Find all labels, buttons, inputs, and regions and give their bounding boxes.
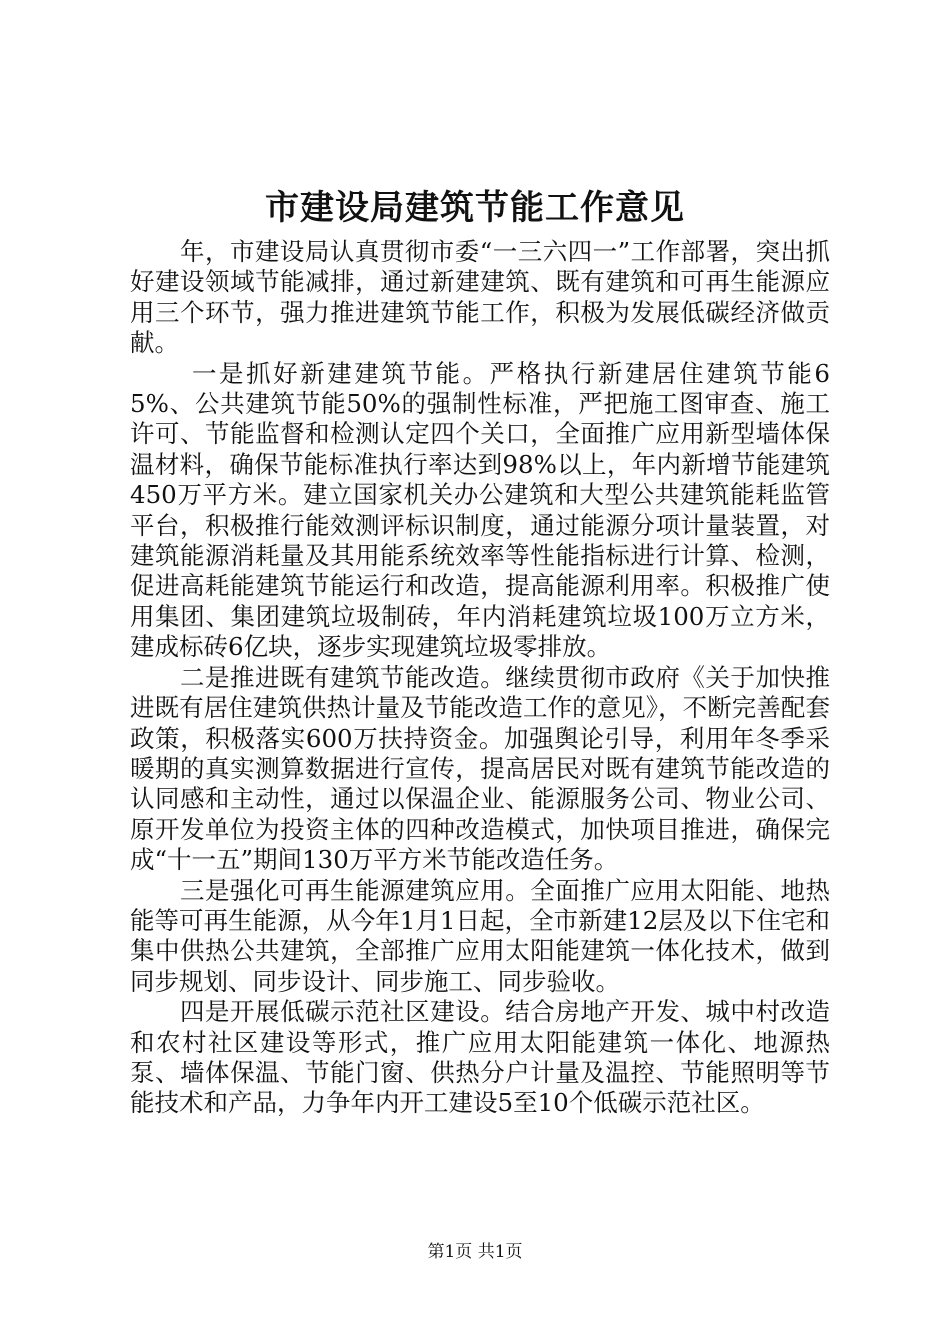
paragraph-new-buildings: 一是抓好新建建筑节能。严格执行新建居住建筑节能65%、公共建筑节能50%的强制性标准，严把施工图审查、施工许可、节能监督和检测认定四个关口，全面推广应用新型墙体保温材料，确保节能标准执行率达到98%以上，年内新增节能建筑450万平方米。建立国家机关办公建筑和大型公共建筑能耗监管平台，积极推行能效测评标识制度，通过能源分项计量装置，对建筑能源消耗量及其用能系统效率等性能指标进行计算、检测，促进高耗能建筑节能运行和改造，提高能源利用率。积极推广使用集团、集团建筑垃圾制砖，年内消耗建筑垃圾100万立方米，建成标砖6亿块，逐步实现建筑垃圾零排放。 — [130, 358, 830, 662]
intro-paragraph: 年，市建设局认真贯彻市委“一三六四一”工作部署，突出抓好建设领域节能减排，通过新建建筑、既有建筑和可再生能源应用三个环节，强力推进建筑节能工作，积极为发展低碳经济做贡献。 — [130, 237, 830, 358]
document-title: 市建设局建筑节能工作意见 — [265, 188, 685, 228]
paragraph-renewable-energy: 三是强化可再生能源建筑应用。全面推广应用太阳能、地热能等可再生能源，从今年1月1日起，全市新建12层及以下住宅和集中供热公共建筑，全部推广应用太阳能建筑一体化技术，做到同步规划、同步设计、同步施工、同步验收。 — [130, 875, 830, 996]
page-footer: 第1页 共1页 — [427, 1242, 523, 1262]
document-body — [130, 237, 830, 1119]
paragraph-low-carbon-community: 四是开展低碳示范社区建设。结合房地产开发、城中村改造和农村社区建设等形式，推广应用太阳能建筑一体化、地源热泵、墙体保温、节能门窗、供热分户计量及温控、节能照明等节能技术和产品，力争年内开工建设5至10个低碳示范社区。 — [130, 997, 830, 1118]
paragraph-existing-buildings: 二是推进既有建筑节能改造。继续贯彻市政府《关于加快推进既有居住建筑供热计量及节能改造工作的意见》，不断完善配套政策，积极落实600万扶持资金。加强舆论引导，利用年冬季采暖期的真实测算数据进行宣传，提高居民对既有建筑节能改造的认同感和主动性，通过以保温企业、能源服务公司、物业公司、原开发单位为投资主体的四种改造模式，加快项目推进，确保完成“十一五”期间130万平方米节能改造任务。 — [130, 662, 830, 875]
